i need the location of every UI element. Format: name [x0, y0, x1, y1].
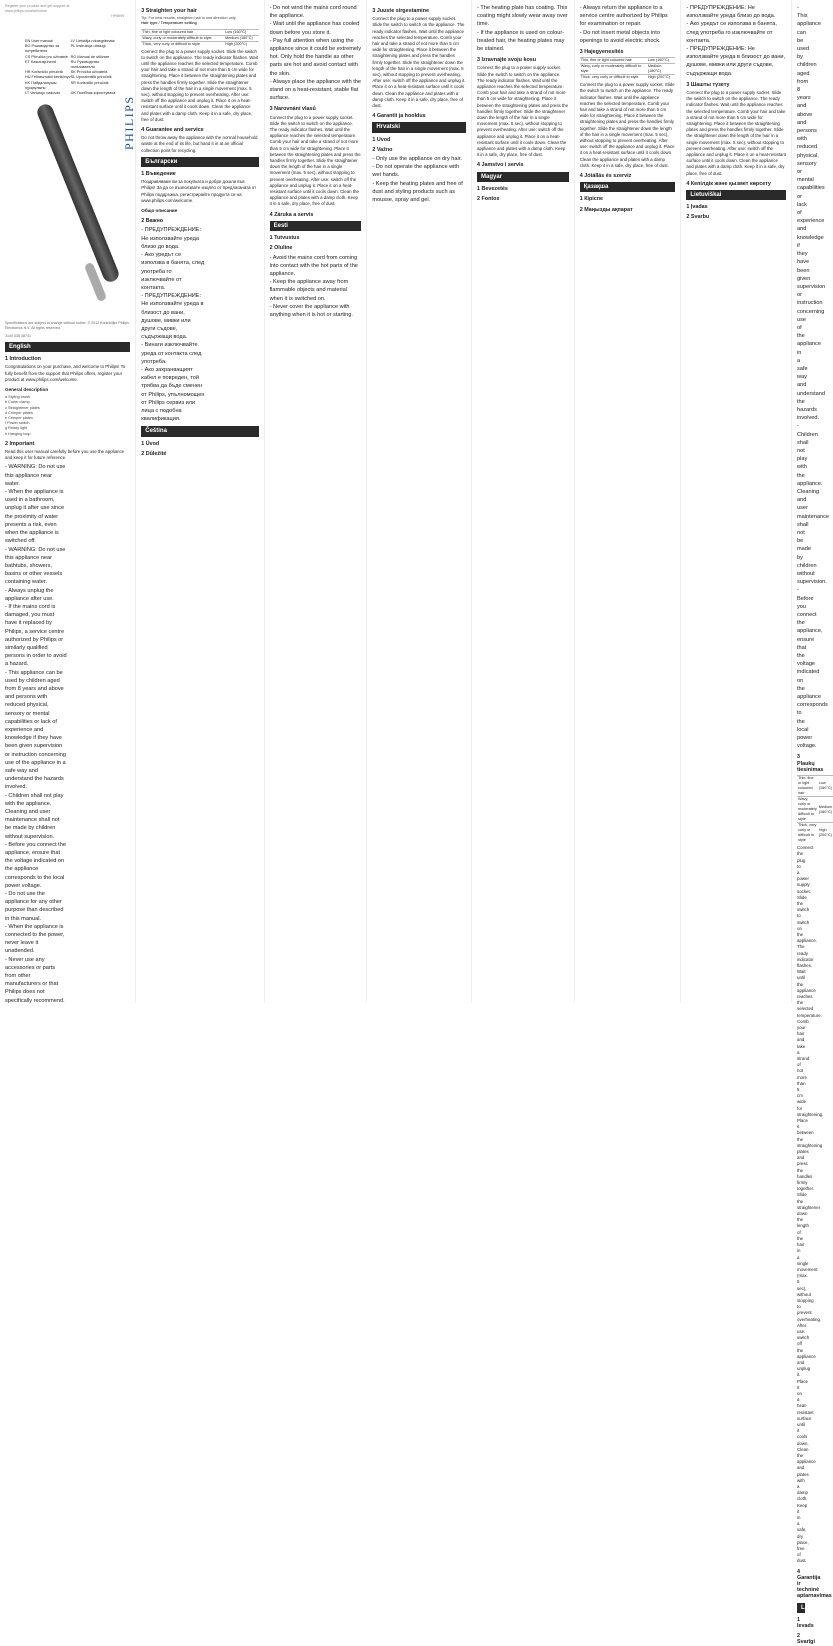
warning-item: - Pay full attention when using the appliance since it could be extremely hot. Only hold the handle as other parts are hot and avoid contact with the skin.: [270, 37, 362, 78]
legend-item: KK Пайдаланушы нұсқаулығы: [25, 80, 57, 90]
table-title: Hair type / Temperature setting: [141, 21, 197, 26]
heading-important-hr: 2 Važno: [372, 146, 393, 153]
table-row: [797, 797, 833, 823]
legend-item: RO Manual de utilizare: [70, 54, 110, 59]
warning-item: - ПРЕДУПРЕЖДЕНИЕ: Не използвайте уреда в близост до вани, душове, мивки или други съдове, съдържащи вода.: [686, 45, 786, 78]
table-cell: Thin, fine or light coloured hair: [580, 58, 647, 64]
heading-important-et: 2 Oluline: [269, 245, 293, 252]
table-cell: Wavy, curly or moderately difficult to style: [141, 35, 224, 41]
heading-guarantee-hu: 4 Jótállás és szerviz: [579, 173, 632, 180]
temperature-table: [141, 29, 258, 47]
legend-item: SK Príručka užívateľa: [70, 70, 108, 75]
legal-note: Specifications are subject to change without notice. © 2012 Koninklijke Philips Electronics N.V. All rights reserved.: [5, 321, 129, 330]
heading-introduction: 1 Introduction: [5, 356, 41, 363]
warning-item: - Ако уредът се използва в банята, след употреба го изключвайте от контакта.: [141, 251, 205, 292]
warning-item: - Wait until the appliance has cooled down before you store it.: [270, 20, 362, 36]
tip-text: Tip: For best results, straighten hair in one direction only.: [141, 16, 237, 21]
section-label-croatian: Hrvatski: [372, 122, 466, 132]
table-cell: Thick, very curly or difficult to style: [798, 823, 817, 843]
warning-item: - WARNING: Do not use this appliance near water.: [5, 463, 67, 488]
heading-guarantee-et: 4 Garantii ja hooldus: [372, 113, 426, 120]
table-cell: Low (160°C): [647, 58, 676, 64]
heading-general-description: General description: [5, 387, 49, 393]
heading-guarantee-kk: 4 Кепілдік және қызмет көрсету: [686, 180, 771, 187]
warning-item: - Ако уредът се използва в банята, след употреба го изключвайте от контакта.: [686, 20, 786, 45]
heading-important-lt: 2 Svarbu: [686, 214, 710, 221]
heading-straighten-hu: 3 Hajegyenesítés: [579, 49, 624, 56]
table-cell: Low (160°C): [224, 29, 258, 35]
product-illustration: [5, 102, 130, 317]
warning-item: - ПРЕДУПРЕЖДЕНИЕ: Не използвайте уреда в близост до вани, душове, мивки или други съдове, съдържащи вода.: [141, 292, 205, 341]
heading-introduction-hr: 1 Uvod: [372, 136, 391, 143]
column-8: This appliance can be used by children aged from 8 years and above and persons with reduced physical, sensory or mental capabilities or lack of experience and knowledge if they have been given supervision or instruction concerning use of the appliance in a safe way and understand the hazards involved. Children shall not play with the appliance. Cleaning and user maintenance shall not be made by children without supervision. Before you connect the appliance, ensure that the voltage indicated on the appliance corresponds to the local power voltage. 3 Plaukų tiesinimas Thin, fine or light coloured hair Low (160°C) Wavy, curly or moderately difficult to style Medium (180°C) Thick, very curly or difficult to style High (200°C) Connect the plug to a power supply socket. Slide the switch to switch on the appliance. The ready indicator flashes. Wait until the appliance reaches the selected temperature. Comb your hair and take a strand of not more than 5 cm wide for straightening. Place it between the straightening plates and press the handles firmly together. Slide the straightener down the length of the hair in a single movement (max. 5 sec), without stopping to prevent overheating. After use: switch off the appliance and unplug it. Place it on a heat-resistant surface until it cools down. Clean the appliance and plates with a damp cloth. Keep it in a safe, dry place, free of dust. 4 Garantija ir techninė aptarnavimas Latviešu 1 Ievads 2 Svarīgi: [797, 13, 833, 1646]
heading-important-bg: 2 Важно: [141, 218, 164, 225]
warning-item: - The heating plate has coating. This coating might slowly wear away over time.: [477, 4, 569, 29]
warning-item: - Always return the appliance to a service centre authorized by Philips for examination or repair.: [580, 4, 676, 29]
heading-introduction-kk: 1 Кіріспе: [579, 196, 604, 203]
section-label-czech: Čeština: [141, 426, 258, 436]
column-3: [265, 0, 368, 1003]
register-line: Register your product and get support at: [5, 4, 70, 8]
overview-item: d Crimper plates: [5, 410, 33, 415]
warning-item: - Винаги изключвайте уреда от контакта след употреба.: [141, 341, 205, 366]
temperature-table: [580, 57, 676, 80]
table-cell: High (200°C): [224, 41, 258, 47]
table-row: [141, 35, 258, 41]
legend-item: SR Korisnički priručnik: [70, 80, 109, 85]
heading-straighten-hr: 3 Izravnajte svoju kosu: [477, 57, 537, 64]
table-cell: Thick, very curly or difficult to style: [141, 41, 224, 47]
heading-important-kk: 2 Маңызды ақпарат: [579, 206, 633, 213]
heading-introduction-lt: 1 Įvadas: [686, 204, 708, 211]
environment-text: Do not throw away the appliance with the normal household waste at the end of its life, but hand it in at an official collection point for recycling.: [141, 135, 258, 153]
overview-item: c Straightener plates: [5, 405, 40, 410]
temperature-table: [797, 775, 833, 843]
warning-item: - Only use the appliance on dry hair.: [372, 155, 466, 163]
warning-item: - Before you connect the appliance, ensure that the voltage indicated on the appliance corresponds to the local power voltage.: [5, 841, 67, 890]
heading-straighten-cs: 3 Narovnání vlasů: [269, 106, 316, 113]
legend-item: BG Ръководство за потребителя: [25, 44, 60, 54]
warning-item: - If the appliance is used on colour-treated hair, the heating plates may be stained.: [477, 29, 569, 54]
warning-item: - Keep the heating plates and free of dust and styling products such as mousse, spray and gel.: [372, 180, 466, 205]
model-number: HP8699: [111, 14, 125, 18]
section-label-hungarian: Magyar: [477, 172, 569, 182]
column-5: [472, 0, 575, 1003]
warning-item: - When the appliance is used in a bathroom, unplug it after use since the proximity of water presents a risk, even when the appliance is switched off.: [5, 488, 67, 545]
legend-item: CS Příručka pro uživatele: [25, 54, 69, 59]
warning-item: - If the mains cord is damaged, you must have it replaced by Philips, a service centre authorized by Philips or similarly qualified persons in order to avoid a hazard.: [5, 603, 67, 669]
warning-item: - Keep the appliance away from flammable objects and material when it is switched on.: [270, 278, 362, 303]
heading-important-cs: 2 Důležité: [141, 450, 167, 457]
legend-item: PL Instrukcja obsługi: [70, 44, 106, 49]
warning-item: - Avoid the mains cord from coming into contact with the hot parts of the appliance.: [270, 254, 362, 279]
intro-paragraph-bg: Поздравяваме ви за покупката и добре дошли във Philips! За да се възползвате изцяло от предлаганата от Philips поддръжка, регистрирайте продукта си на www.philips.com/welcome.: [141, 179, 257, 203]
table-cell: Medium (180°C): [224, 35, 258, 41]
warning-item: - When the appliance is connected to the power, never leave it unattended.: [5, 923, 67, 956]
table-cell: Thick, very curly or difficult to style: [580, 75, 647, 81]
heading-guarantee-hr: 4 Jamstvo i servis: [477, 162, 524, 169]
intro-paragraph: Congratulations on your purchase, and welcome to Philips! To fully benefit from the support that Philips offers, register your product at www.philips.com/welcome.: [5, 364, 126, 382]
warning-item: - Always place the appliance with the stand on a heat-resistant, stable flat surface.: [270, 78, 362, 103]
table-row: [141, 41, 258, 47]
overview-item: h Hanging loop: [5, 431, 31, 436]
table-row: [797, 776, 833, 797]
table-cell: Medium (180°C): [818, 797, 833, 823]
table-row: [797, 823, 833, 844]
section-label-english: English: [5, 342, 130, 352]
heading-introduction-bg: 1 Въведение: [141, 171, 176, 178]
section-label-lithuanian: Lietuviškai: [686, 190, 786, 200]
warning-item: - WARNING: Do not use this appliance near bathtubs, showers, basins or other vessels containing water.: [5, 546, 67, 587]
body-text: Connect the plug to a power supply socket. Slide the switch to switch on the appliance. The ready indicator flashes. Wait until the appliance reaches the selected temperature. Comb your hair and take a strand of not more than 5 cm wide for straightening. Place it between the straightening plates and press the handles firmly together. Slide the straightener down the length of the hair in a single movement (max. 5 sec), without stopping to prevent overheating. After use: switch off the appliance and unplug it. Place it on a heat-resistant surface until it cools down. Clean the appliance and plates with a damp cloth. Keep it in a safe, dry place, free of dust.: [372, 16, 466, 109]
legend-item: EN User manual: [25, 39, 53, 43]
table-cell: Wavy, curly or moderately difficult to style: [798, 797, 817, 822]
heading-important: 2 Important: [5, 440, 35, 447]
body-text: Connect the plug to a power supply socket. Slide the switch to switch on the appliance. The ready indicator flashes. Wait until the appliance reaches the selected temperature. Comb your hair and take a strand of not more than 5 cm wide for straightening. Place it between the straightening plates and press the handles firmly together. Slide the straightener down the length of the hair in a single movement (max. 5 sec), without stopping to prevent overheating. After use: switch off the appliance and unplug it. Place it on a heat-resistant surface until it cools down. Clean the appliance and plates with a damp cloth. Keep it in a safe, dry place, free of dust.: [579, 82, 675, 168]
heading-introduction-hu: 1 Bevezetés: [477, 185, 508, 192]
column-7: [681, 0, 792, 1003]
table-cell: Medium (180°C): [647, 64, 676, 75]
heading-straighten-kk: 3 Шашты түзету: [686, 81, 730, 88]
section-label-estonian: Eesti: [270, 221, 362, 231]
warning-item: - Ако захранващият кабел е повреден, той трябва да бъде сменен от Philips, упълномощен от Philips сервиз или лица с подобна квалификация.: [141, 366, 205, 423]
warning-item: - This appliance can be used by children aged from 8 years and above and persons with reduced physical, sensory or mental capabilities or lack of experience and knowledge if they have been given supervision or instruction concerning use of the appliance in a safe way and understand the hazards involved.: [5, 669, 67, 792]
section-label-kazakh: Қазақша: [580, 182, 676, 192]
section-label-latvian: Latviešu: [797, 1603, 805, 1613]
table-cell: Thin, fine or light coloured hair: [141, 29, 224, 35]
body-text: Connect the plug to a power supply socket. Slide the switch to switch on the appliance. The ready indicator flashes. Wait until the appliance reaches the selected temperature. Comb your hair and take a strand of not more than 5 cm wide for straightening. Place it between the straightening plates and press the handles firmly together. Slide the straightener down the length of the hair in a single movement (max. 5 sec), without stopping to prevent overheating. After use: switch off the appliance and unplug it. Place it on a heat-resistant surface until it cools down. Clean the appliance and plates with a damp cloth. Keep it in a safe, dry place, free of dust.: [686, 90, 786, 176]
table-cell: High (200°C): [818, 823, 833, 844]
body-text: Connect the plug to a power supply socket. Slide the switch to switch on the appliance. The ready indicator flashes. Wait until the appliance reaches the selected temperature. Comb your hair and take a strand of not more than 5 cm wide for straightening. Place it between the straightening plates and press the handles firmly together. Slide the straightener down the length of the hair in a single movement (max. 5 sec), without stopping to prevent overheating. After use: switch off the appliance and unplug it. Place it on a heat-resistant surface until it cools down. Clean the appliance and plates with a damp cloth. Keep it in a safe, dry place, free of dust.: [141, 48, 258, 122]
warning-item: - Do not operate the appliance with wet hands.: [372, 163, 466, 179]
warning-item: - Always unplug the appliance after use.: [5, 587, 67, 603]
section-label-bulgarian: Български: [141, 157, 258, 167]
table-cell: High (200°C): [647, 75, 676, 81]
column-english: [0, 0, 136, 1003]
overview-item: e Crimper plates: [5, 416, 33, 421]
warning-item: - ПРЕДУПРЕЖДЕНИЕ: Не използвайте уреда близо до вода.: [686, 4, 786, 20]
warning-item: - Children shall not play with the appliance. Cleaning and user maintenance shall not be made by children without supervision.: [5, 792, 67, 841]
legend-item: LV Lietotāja rokasgrāmata: [70, 39, 115, 43]
legend-item: UK Посібник користувача: [70, 91, 116, 96]
heading-overview-bg: Общо описание: [141, 208, 178, 214]
heading-important-hu: 2 Fontos: [477, 196, 500, 203]
table-cell: Wavy, curly or moderately difficult to style: [580, 64, 647, 75]
overview-item: a Styling brush: [5, 395, 31, 400]
heading-straighten: 3 Straighten your hair: [141, 8, 197, 14]
heading-guarantee-cs: 4 Záruka a servis: [269, 211, 314, 218]
legend-item: HU Felhasználói kézikönyv: [25, 75, 71, 80]
warning-item: - Do not insert metal objects into openings to avoid electric shock.: [580, 29, 676, 45]
column-4: [367, 0, 472, 1003]
table-cell: Thin, fine or light coloured hair: [797, 776, 818, 797]
warning-item: - Do not use the appliance for any other purpose than described in this manual.: [5, 890, 67, 923]
legend-item: LT Vartotojo vadovas: [25, 91, 61, 96]
column-6: [575, 0, 682, 1003]
overview-item: b Curler clamp: [5, 400, 30, 405]
important-paragraph: Read this user manual carefully before you use the appliance and keep it for future reference.: [5, 449, 125, 461]
heading-straighten-et: 3 Juuste sirgestamine: [372, 8, 429, 14]
table-row: [580, 75, 676, 81]
legend-item: HR Korisnički priručnik: [25, 70, 64, 75]
overview-item: f Power switch: [5, 421, 30, 426]
overview-item: g Ready light: [5, 426, 28, 431]
philips-logo: PHILIPS: [122, 95, 136, 150]
table-row: [580, 58, 676, 64]
warning-item: - Never cover the appliance with anything when it is hot or starting.: [270, 303, 362, 319]
language-legend: [25, 39, 120, 96]
body-text: Connect the plug to a power supply socket. Slide the switch to switch on the appliance. The ready indicator flashes. Wait until the appliance reaches the selected temperature. Comb your hair and take a strand of not more than 5 cm wide for straightening. Place it between the straightening plates and press the handles firmly together. Slide the straightener down the length of the hair in a single movement (max. 5 sec), without stopping to prevent overheating. After use: switch off the appliance and unplug it. Place it on a heat-resistant surface until it cools down. Clean the appliance and plates with a damp cloth. Keep it in a safe, dry place, free of dust.: [269, 114, 361, 207]
heading-introduction-cs: 1 Úvod: [141, 440, 160, 447]
body-text: Connect the plug to a power supply socket. Slide the switch to switch on the appliance. The ready indicator flashes. Wait until the appliance reaches the selected temperature. Comb your hair and take a strand of not more than 5 cm wide for straightening. Place it between the straightening plates and press the handles firmly together. Slide the straightener down the length of the hair in a single movement (max. 5 sec), without stopping to prevent overheating. After use: switch off the appliance and unplug it. Place it on a heat-resistant surface until it cools down. Clean the appliance and plates with a damp cloth. Keep it in a safe, dry place, free of dust.: [477, 65, 569, 158]
warning-item: - Never use any accessories or parts from other manufacturers or that Philips does not specifically recommend.: [5, 956, 67, 1005]
warning-item: - ПРЕДУПРЕЖДЕНИЕ: Не използвайте уреда близо до вода.: [141, 226, 205, 251]
heading-guarantee: 4 Guarantee and service: [141, 127, 204, 134]
legend-item: ET Kasutusjuhend: [25, 59, 56, 64]
table-row: [580, 64, 676, 75]
heading-introduction-et: 1 Tutvustus: [269, 235, 300, 242]
legend-item: SL Uporabniški priročnik: [70, 75, 112, 80]
column-english-2: [136, 0, 264, 1003]
legend-item: RU Руководство пользователя: [70, 59, 100, 70]
register-url: www.philips.com/welcome: [5, 9, 47, 13]
table-cell: Low (160°C): [818, 776, 833, 797]
document-code: 3140 035 38741: [5, 334, 31, 339]
warning-item: - Do not wind the mains cord round the appliance.: [270, 4, 362, 20]
straightener-body: [35, 102, 121, 284]
